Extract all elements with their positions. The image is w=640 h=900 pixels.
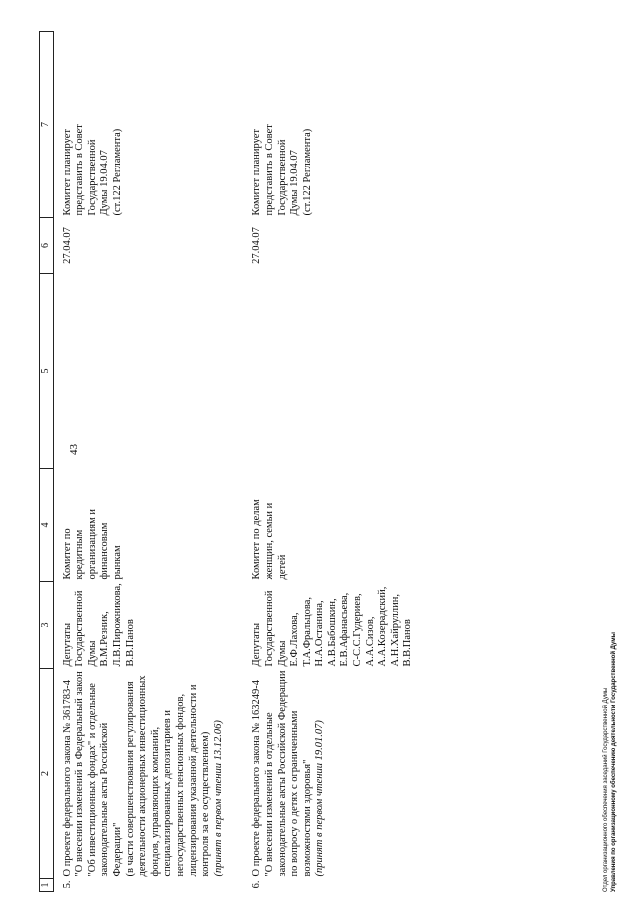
column-5-cell bbox=[243, 274, 415, 469]
note-cell: Комитет планирует представить в Совет Государственной Думы 19.04.07 (ст.122 Регламента) bbox=[61, 124, 123, 216]
bill-status: (принят в первом чтении 13.12.06) bbox=[212, 720, 224, 877]
table-row bbox=[243, 32, 415, 892]
footer bbox=[603, 632, 618, 892]
row-number: 5. bbox=[61, 880, 73, 889]
bill-cell bbox=[53, 669, 225, 879]
row-spacer bbox=[225, 32, 243, 892]
column-header: 7 bbox=[40, 32, 54, 218]
date-cell: 27.04.07 bbox=[251, 227, 263, 264]
header-row bbox=[40, 32, 54, 892]
column-header: 2 bbox=[40, 669, 54, 879]
footer-line: Управления по организационному обеспечению деятельности Государственной Думы bbox=[610, 632, 617, 892]
bill-cell bbox=[243, 669, 415, 879]
column-5-cell bbox=[53, 274, 225, 469]
column-header: 6 bbox=[40, 218, 54, 274]
column-header: 3 bbox=[40, 582, 54, 669]
column-header: 5 bbox=[40, 274, 54, 469]
date-cell: 27.04.07 bbox=[61, 227, 73, 264]
legislation-table bbox=[39, 31, 415, 892]
note-cell: Комитет планирует представить в Совет Государственной Думы 19.04.07 (ст.122 Регламента) bbox=[251, 124, 313, 216]
authors-cell: Депутаты Государственной Думы Е.Ф.Лахова, Т.А.Фральцова, Н.А.Останина, А.В.Бабошкин, Е.В.Афанасьева, С-С.С.Гудериев, А.А.Сизов, А.А.Козерадский, А.Н.Хайруллин, В.В.Панов bbox=[251, 586, 414, 667]
column-header: 4 bbox=[40, 469, 54, 582]
footer-line: Отдел организационного обеспечения заседаний Государственной Думы bbox=[603, 687, 609, 892]
table-row bbox=[53, 32, 225, 892]
committee-cell: Комитет по кредитным организациям и финансовым рынкам bbox=[61, 509, 123, 580]
column-header: 1 bbox=[40, 879, 54, 892]
row-number: 6. bbox=[251, 880, 263, 889]
bill-title: О проекте федерального закона № 361783-4 "О внесении изменений в Федеральный закон "Об инвестиционных фондах" и отдельные законодательные акты Российской Федерации" (в части совершенствования регулирования деятельности акционерных инвестиционных фондов, управляющих компаний, специализированных депозитариев и негосударственных пенсионных фондов, лицензирования указанной деятельности и контроля за ее осуществлением) bbox=[61, 671, 212, 877]
page-number: 43 bbox=[68, 444, 80, 455]
bill-status: (принят в первом чтении 19.01.07) bbox=[314, 720, 326, 877]
authors-cell: Депутаты Государственной Думы В.М.Резник, Л.В.Пирожникова, В.В.Панов bbox=[61, 583, 136, 667]
bill-title: О проекте федерального закона № 163249-4 "О внесении изменений в отдельные законодательные акты Российской Федерации по вопросу о детях с ограниченными возможностями здоровья" bbox=[251, 670, 313, 877]
committee-cell: Комитет по делам женщин, семьи и детей bbox=[251, 499, 288, 580]
